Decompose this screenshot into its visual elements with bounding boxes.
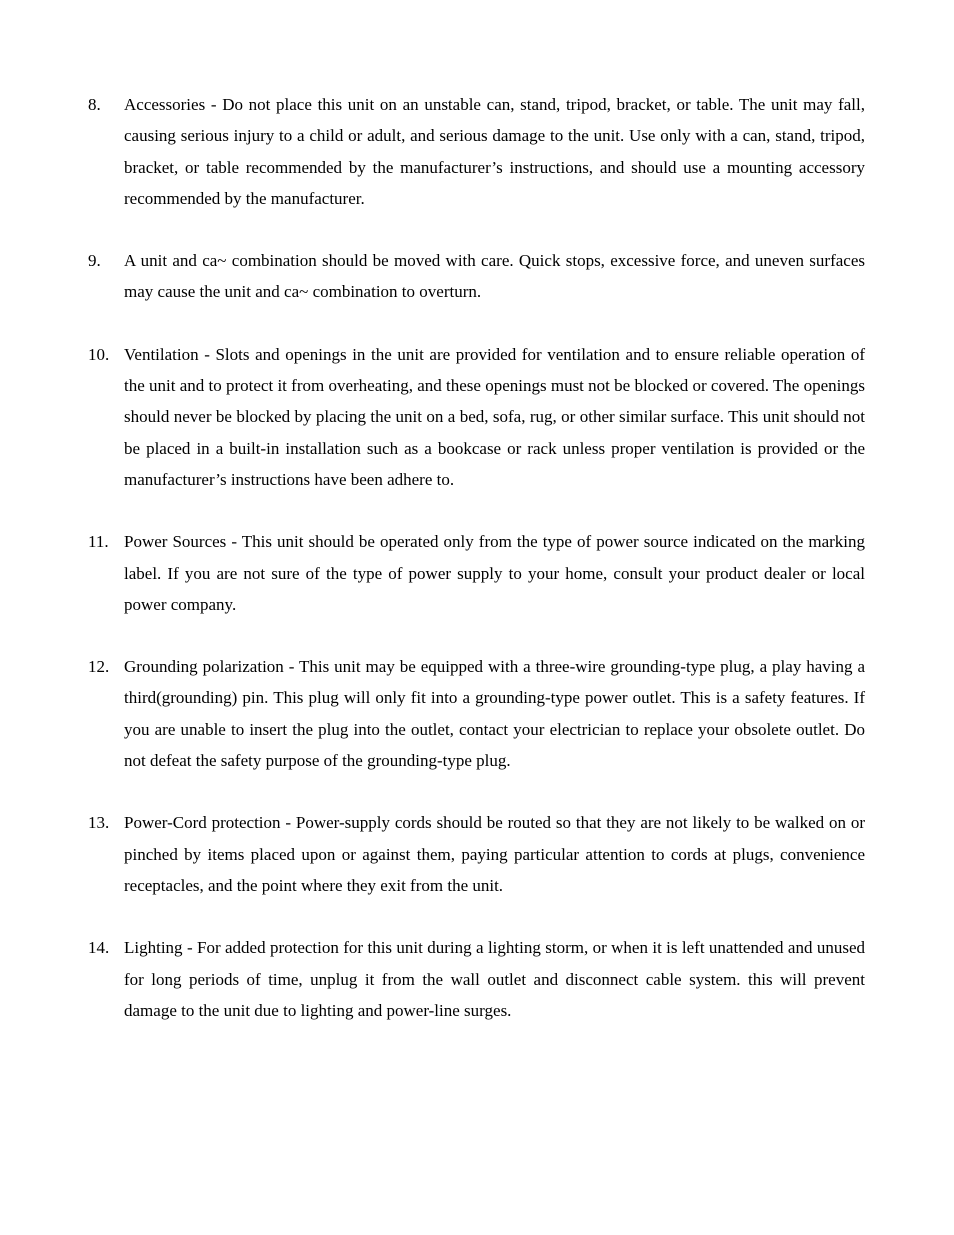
- item-text: Ventilation - Slots and openings in the unit are provided for ventilation and to ensure reliable operation of the unit and to protect it from overheating, and these openings must not be blocked or covered. The openings should never be blocked by placing the unit on a bed, sofa, rug, or other similar surface. This unit should not be placed in a built-in installation such as a bookcase or rack unless proper ventilation is provided or the manufacturer’s instructions have been adhere to.: [124, 344, 865, 489]
- item-text: Accessories - Do not place this unit on an unstable can, stand, tripod, bracket, or table. The unit may fall, causing serious injury to a child or adult, and serious damage to the unit. Use only with a can, stand, tripod, bracket, or table recommended by the manufacturer’s instructions, and should use a mounting accessory recommended by the manufacturer.: [124, 95, 865, 208]
- list-item: [88, 89, 865, 214]
- item-text: Lighting - For added protection for this unit during a lighting storm, or when it is left unattended and unused for long periods of time, unplug it from the wall outlet and disconnect cable system. this will prevent damage to the unit due to lighting and power-line surges.: [124, 938, 865, 1020]
- item-number: 14.: [88, 938, 110, 958]
- list-item: [88, 526, 865, 620]
- item-number: 9.: [88, 251, 101, 271]
- list-item: [88, 339, 865, 495]
- item-text: A unit and ca~ combination should be moved with care. Quick stops, excessive force, and uneven surfaces may cause the unit and ca~ combination to overturn.: [124, 251, 865, 302]
- item-number: 10.: [88, 344, 110, 364]
- item-text: Power Sources - This unit should be operated only from the type of power source indicated on the marking label. If you are not sure of the type of power supply to your home, consult your product dealer or local power company.: [124, 532, 865, 614]
- list-item: [88, 932, 865, 1026]
- item-text: Grounding polarization - This unit may be equipped with a three-wire grounding-type plug, a play having a third(grounding) pin. This plug will only fit into a grounding-type power outlet. This is a safety features. If you are unable to insert the plug into the outlet, contact your electrician to replace your obsolete outlet. Do not defeat the safety purpose of the grounding-type plug.: [124, 657, 865, 771]
- list-item: [88, 807, 865, 901]
- item-number: 12.: [88, 657, 110, 677]
- safety-instructions-list: [88, 89, 865, 1057]
- item-text: Power-Cord protection - Power-supply cords should be routed so that they are not likely to be walked on or pinched by items placed upon or against them, paying particular attention to cords at plugs, convenience receptacles, and the point where they exit from the unit.: [124, 813, 865, 895]
- item-number: 11.: [88, 532, 109, 552]
- item-number: 8.: [88, 95, 101, 114]
- list-item: [88, 651, 865, 776]
- item-number: 13.: [88, 813, 110, 833]
- list-item: [88, 245, 865, 308]
